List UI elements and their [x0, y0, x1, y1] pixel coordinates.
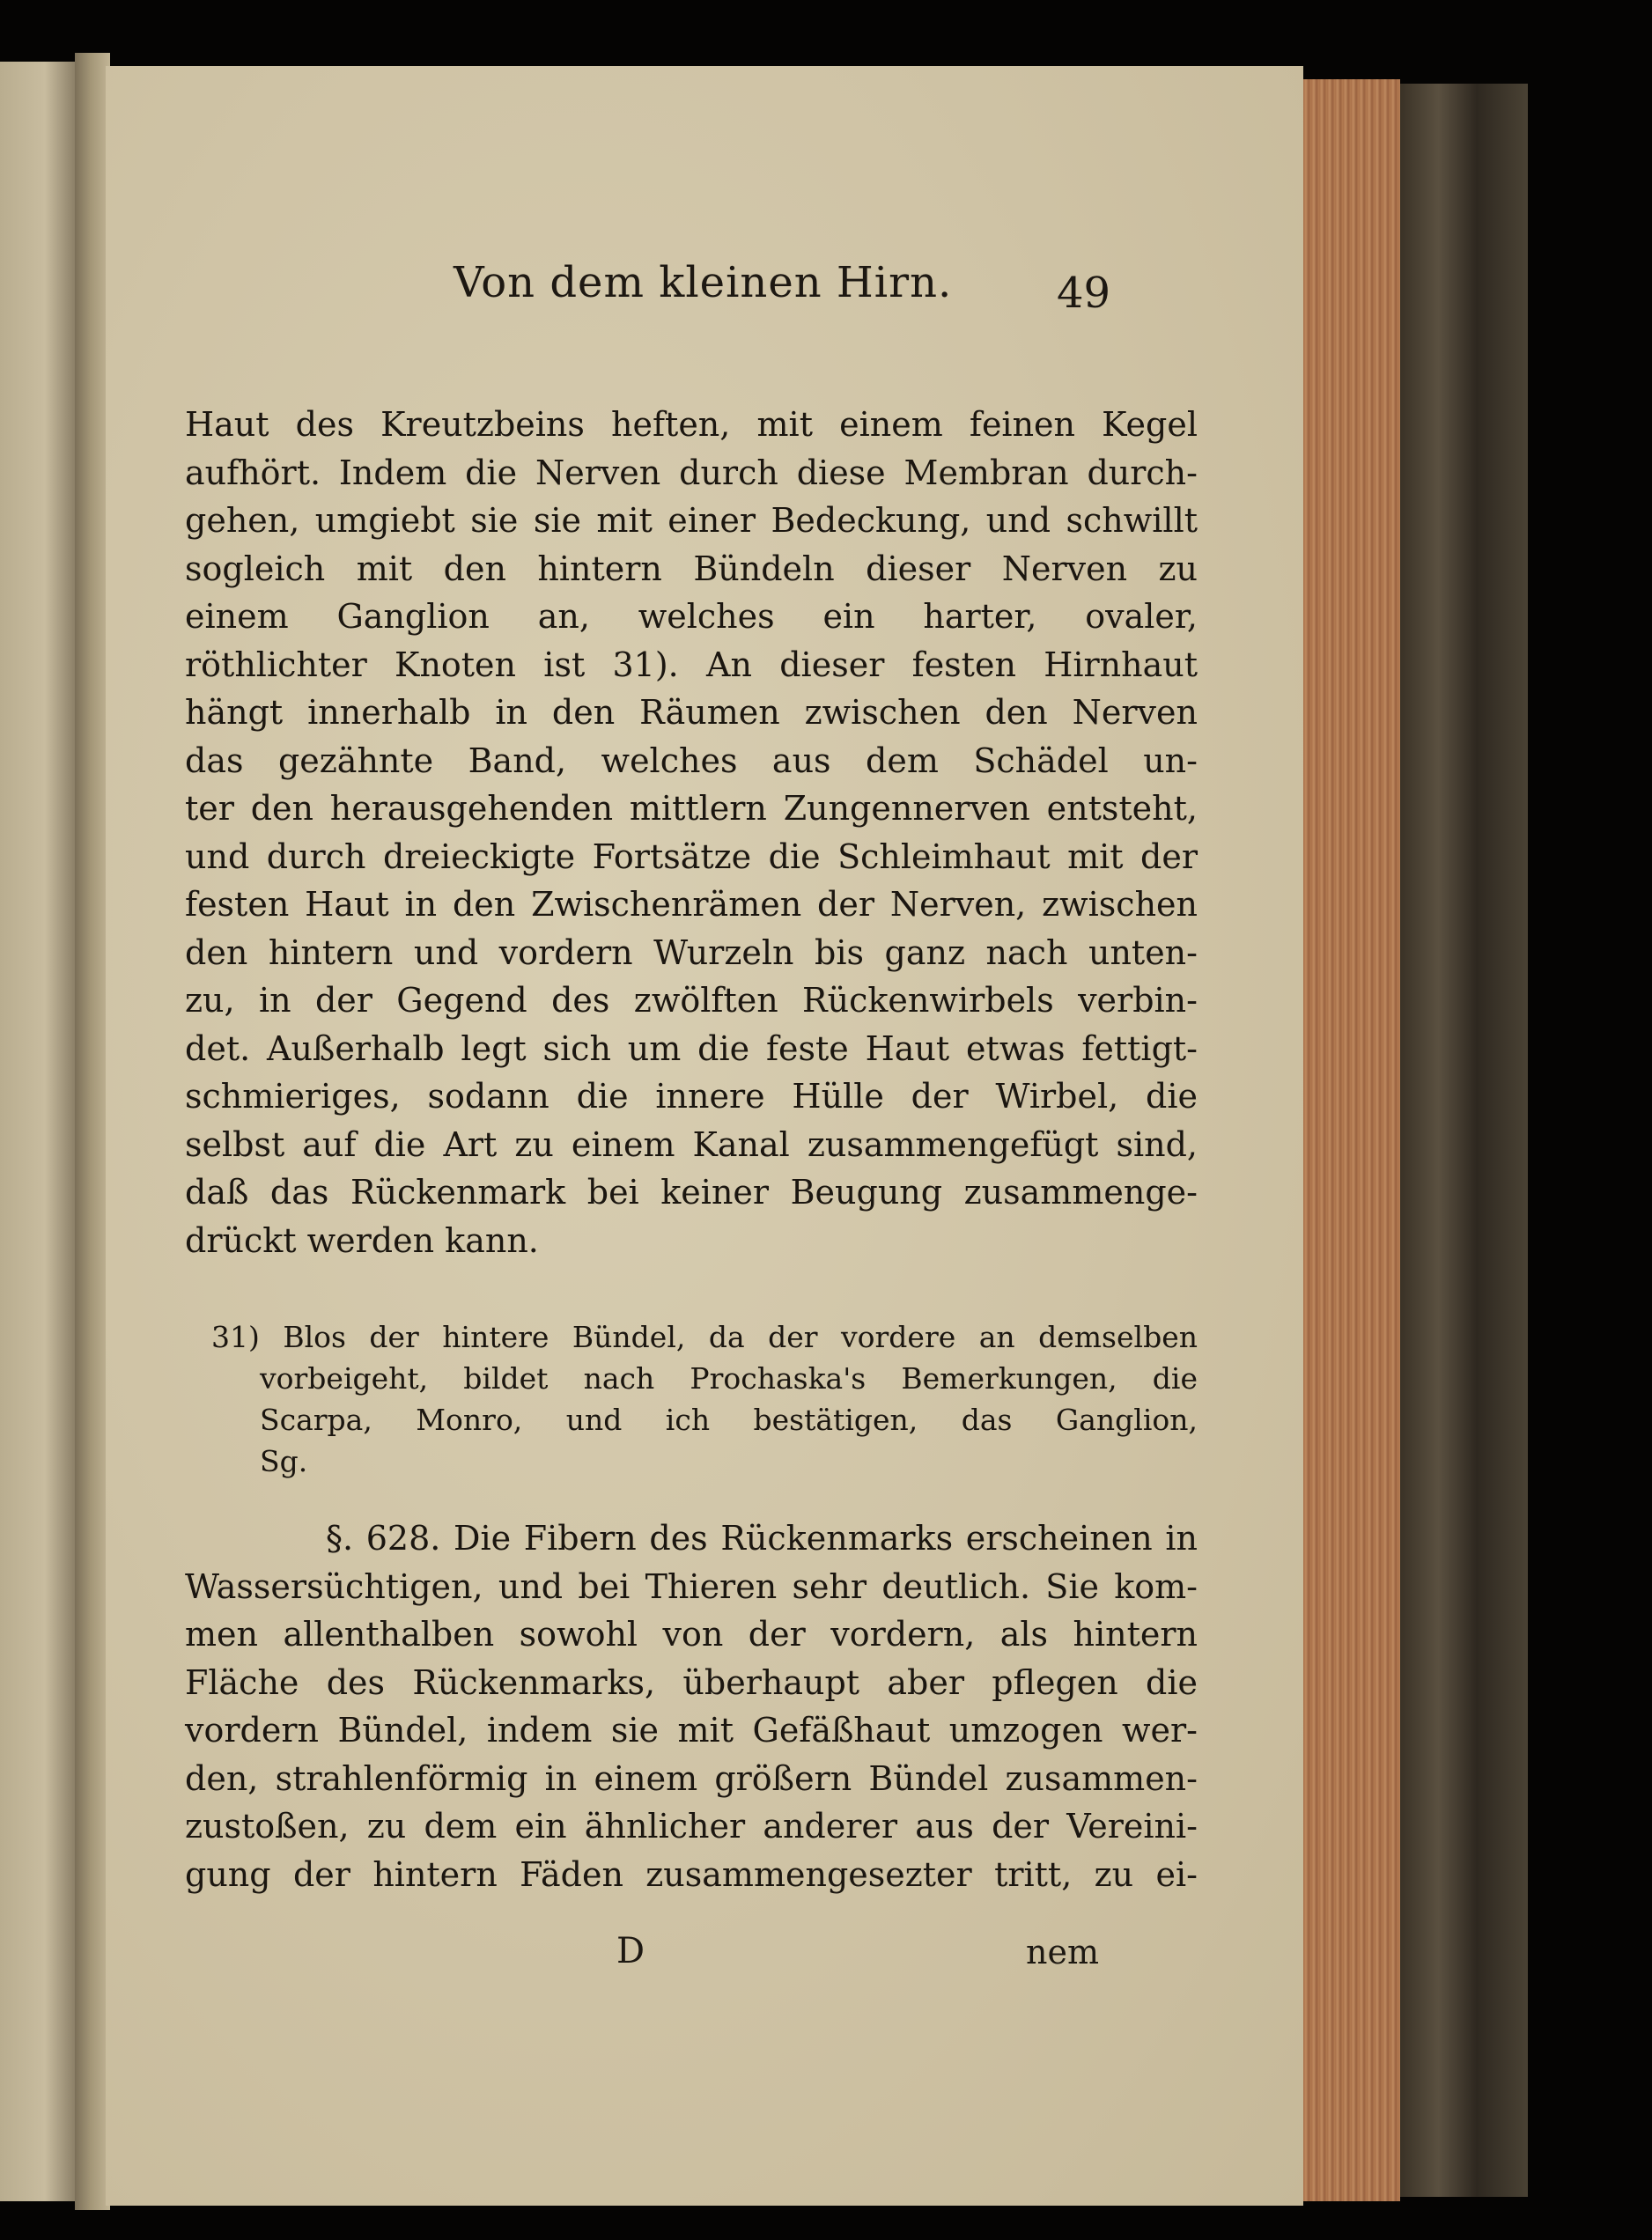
- left-page-edge: [0, 62, 75, 2201]
- text-line: röthlichter Knoten ist 31). An dieser festen Hirnhaut: [185, 645, 1198, 684]
- text-line: festen Haut in den Zwischenrämen der Nerven, zwischen: [185, 885, 1198, 924]
- text-line: zu, in der Gegend des zwölften Rückenwirbels verbin-: [185, 981, 1198, 1020]
- text-line: Haut des Kreutzbeins heften, mit einem feinen Kegel: [185, 405, 1198, 444]
- text-line: ter den herausgehenden mittlern Zungennerven entsteht,: [185, 789, 1198, 828]
- text-line: einem Ganglion an, welches ein harter, ovaler,: [185, 597, 1198, 636]
- signature-mark: D: [616, 1931, 645, 1971]
- footnote-31: [211, 1316, 1198, 1482]
- text-line: daß das Rückenmark bei keiner Beugung zusammenge-: [185, 1173, 1198, 1212]
- book-gutter: [75, 53, 110, 2210]
- text-line: zustoßen, zu dem ein ähnlicher anderer aus der Vereini-: [185, 1807, 1198, 1846]
- text-line: gehen, umgiebt sie sie mit einer Bedeckung, und schwillt: [185, 501, 1198, 540]
- text-line: Wassersüchtigen, und bei Thieren sehr deutlich. Sie kom-: [185, 1566, 1198, 1606]
- text-line: gung der hintern Fäden zusammengesezter tritt, zu ei-: [185, 1854, 1198, 1894]
- text-line: Fläche des Rückenmarks, überhaupt aber pflegen die: [185, 1662, 1198, 1702]
- page-number: 49: [1057, 269, 1111, 318]
- text-line: aufhört. Indem die Nerven durch diese Membran durch-: [185, 453, 1198, 492]
- paragraph-628: [185, 1514, 1198, 1898]
- text-line: den hintern und vordern Wurzeln bis ganz nach unten-: [185, 932, 1198, 972]
- book-page: [106, 66, 1303, 2206]
- text-line: selbst auf die Art zu einem Kanal zusammengefügt sind,: [185, 1124, 1198, 1164]
- text-line: und durch dreieckigte Fortsätze die Schleimhaut mit der: [185, 836, 1198, 876]
- text-line: §. 628. Die Fibern des Rückenmarks erscheinen in: [326, 1519, 1198, 1558]
- running-title: Von dem kleinen Hirn.: [454, 258, 953, 307]
- book-cover: [1400, 84, 1528, 2197]
- footnote-line: 31) Blos der hintere Bündel, da der vordere an demselben: [211, 1320, 1198, 1354]
- footnote-line: Sg.: [260, 1444, 308, 1478]
- text-line: sogleich mit den hintern Bündeln dieser Nerven zu: [185, 549, 1198, 588]
- text-line: hängt innerhalb in den Räumen zwischen den Nerven: [185, 693, 1198, 732]
- text-line: drückt werden kann.: [185, 1220, 539, 1260]
- text-line: vordern Bündel, indem sie mit Gefäßhaut umzogen wer-: [185, 1711, 1198, 1750]
- text-line: det. Außerhalb legt sich um die feste Haut etwas fettigt-: [185, 1028, 1198, 1068]
- text-line: den, strahlenförmig in einem größern Bündel zusammen-: [185, 1758, 1198, 1798]
- footnote-line: Scarpa, Monro, und ich bestätigen, das Ganglion,: [260, 1403, 1198, 1437]
- catchword: nem: [1026, 1933, 1099, 1971]
- footnote-line: vorbeigeht, bildet nach Prochaska's Bemerkungen, die: [260, 1361, 1198, 1396]
- page-edges: [1303, 79, 1400, 2201]
- text-line: schmieriges, sodann die innere Hülle der Wirbel, die: [185, 1077, 1198, 1116]
- text-line: men allenthalben sowohl von der vordern, als hintern: [185, 1615, 1198, 1654]
- paragraph-1: [185, 401, 1198, 1264]
- text-line: das gezähnte Band, welches aus dem Schädel un-: [185, 741, 1198, 780]
